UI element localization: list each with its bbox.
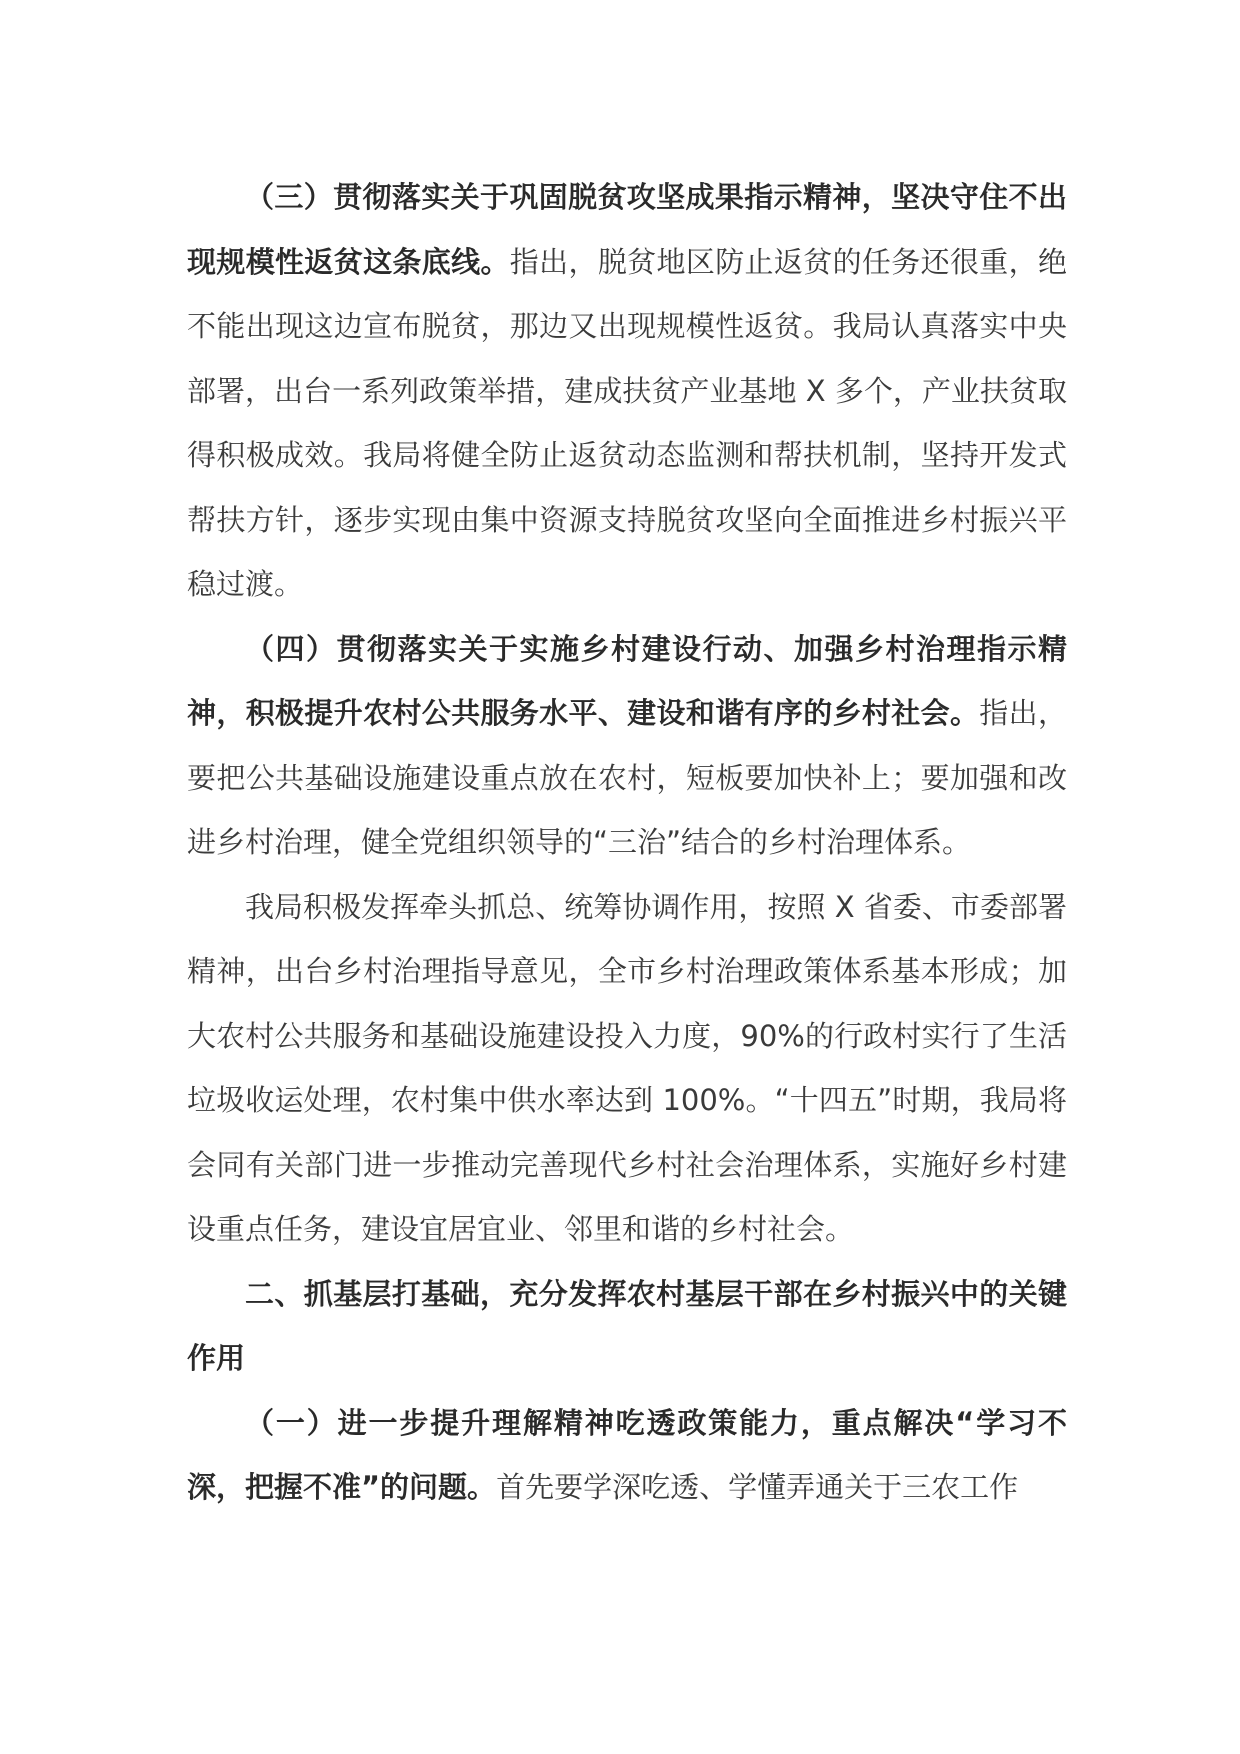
section-3-text: 指出，脱贫地区防止返贫的任务还很重，绝不能出现这边宣布脱贫，那边又出现规模性返贫。我局认真落实中央部署，出台一系列政策举措，建成扶贫产业基地 X 多个，产业扶贫取得积极成效。我局将健全防止返贫动态监测和帮扶机制，坚持开发式帮扶方针，逐步实现由集中资源支持脱贫攻坚向全面推进乡村振兴平稳过渡。 — [187, 244, 1067, 601]
section-4-text: 指出，要把公共基础设施建设重点放在农村，短板要加快补上；要加强和改进乡村治理，健全党组织领导的“三治”结合的乡村治理体系。 — [187, 696, 1067, 859]
paragraph-part-2-heading — [187, 1262, 1067, 1391]
paragraph-part-2-section-1 — [187, 1391, 1067, 1520]
paragraph-section-4 — [187, 617, 1067, 875]
section-4-heading: （四）贯彻落实关于实施乡村建设行动、加强乡村治理指示精神，积极提升农村公共服务水平、建设和谐有序的乡村社会。 — [187, 631, 1067, 730]
paragraph-section-3 — [187, 165, 1067, 617]
section-3-heading: （三）贯彻落实关于巩固脱贫攻坚成果指示精神，坚决守住不出现规模性返贫这条底线。 — [187, 180, 1067, 279]
document-body — [187, 165, 1067, 1520]
part-2-heading: 二、抓基层打基础，充分发挥农村基层干部在乡村振兴中的关键作用 — [187, 1276, 1067, 1375]
governance-text: 我局积极发挥牵头抓总、统筹协调作用，按照 X 省委、市委部署精神，出台乡村治理指导意见，全市乡村治理政策体系基本形成；加大农村公共服务和基础设施建设投入力度，90%的行政村实行了生活垃圾收运处理，农村集中供水率达到 100%。“十四五”时期，我局将会同有关部门进一步推动完善现代乡村社会治理体系，实施好乡村建设重点任务，建设宜居宜业、邻里和谐的乡村社会。 — [187, 889, 1067, 1246]
part-2-section-1-heading: （一）进一步提升理解精神吃透政策能力，重点解决“学习不深，把握不准”的问题。 — [187, 1405, 1067, 1504]
paragraph-governance — [187, 875, 1067, 1262]
part-2-section-1-text: 首先要学深吃透、学懂弄通关于三农工作 — [496, 1470, 1019, 1504]
